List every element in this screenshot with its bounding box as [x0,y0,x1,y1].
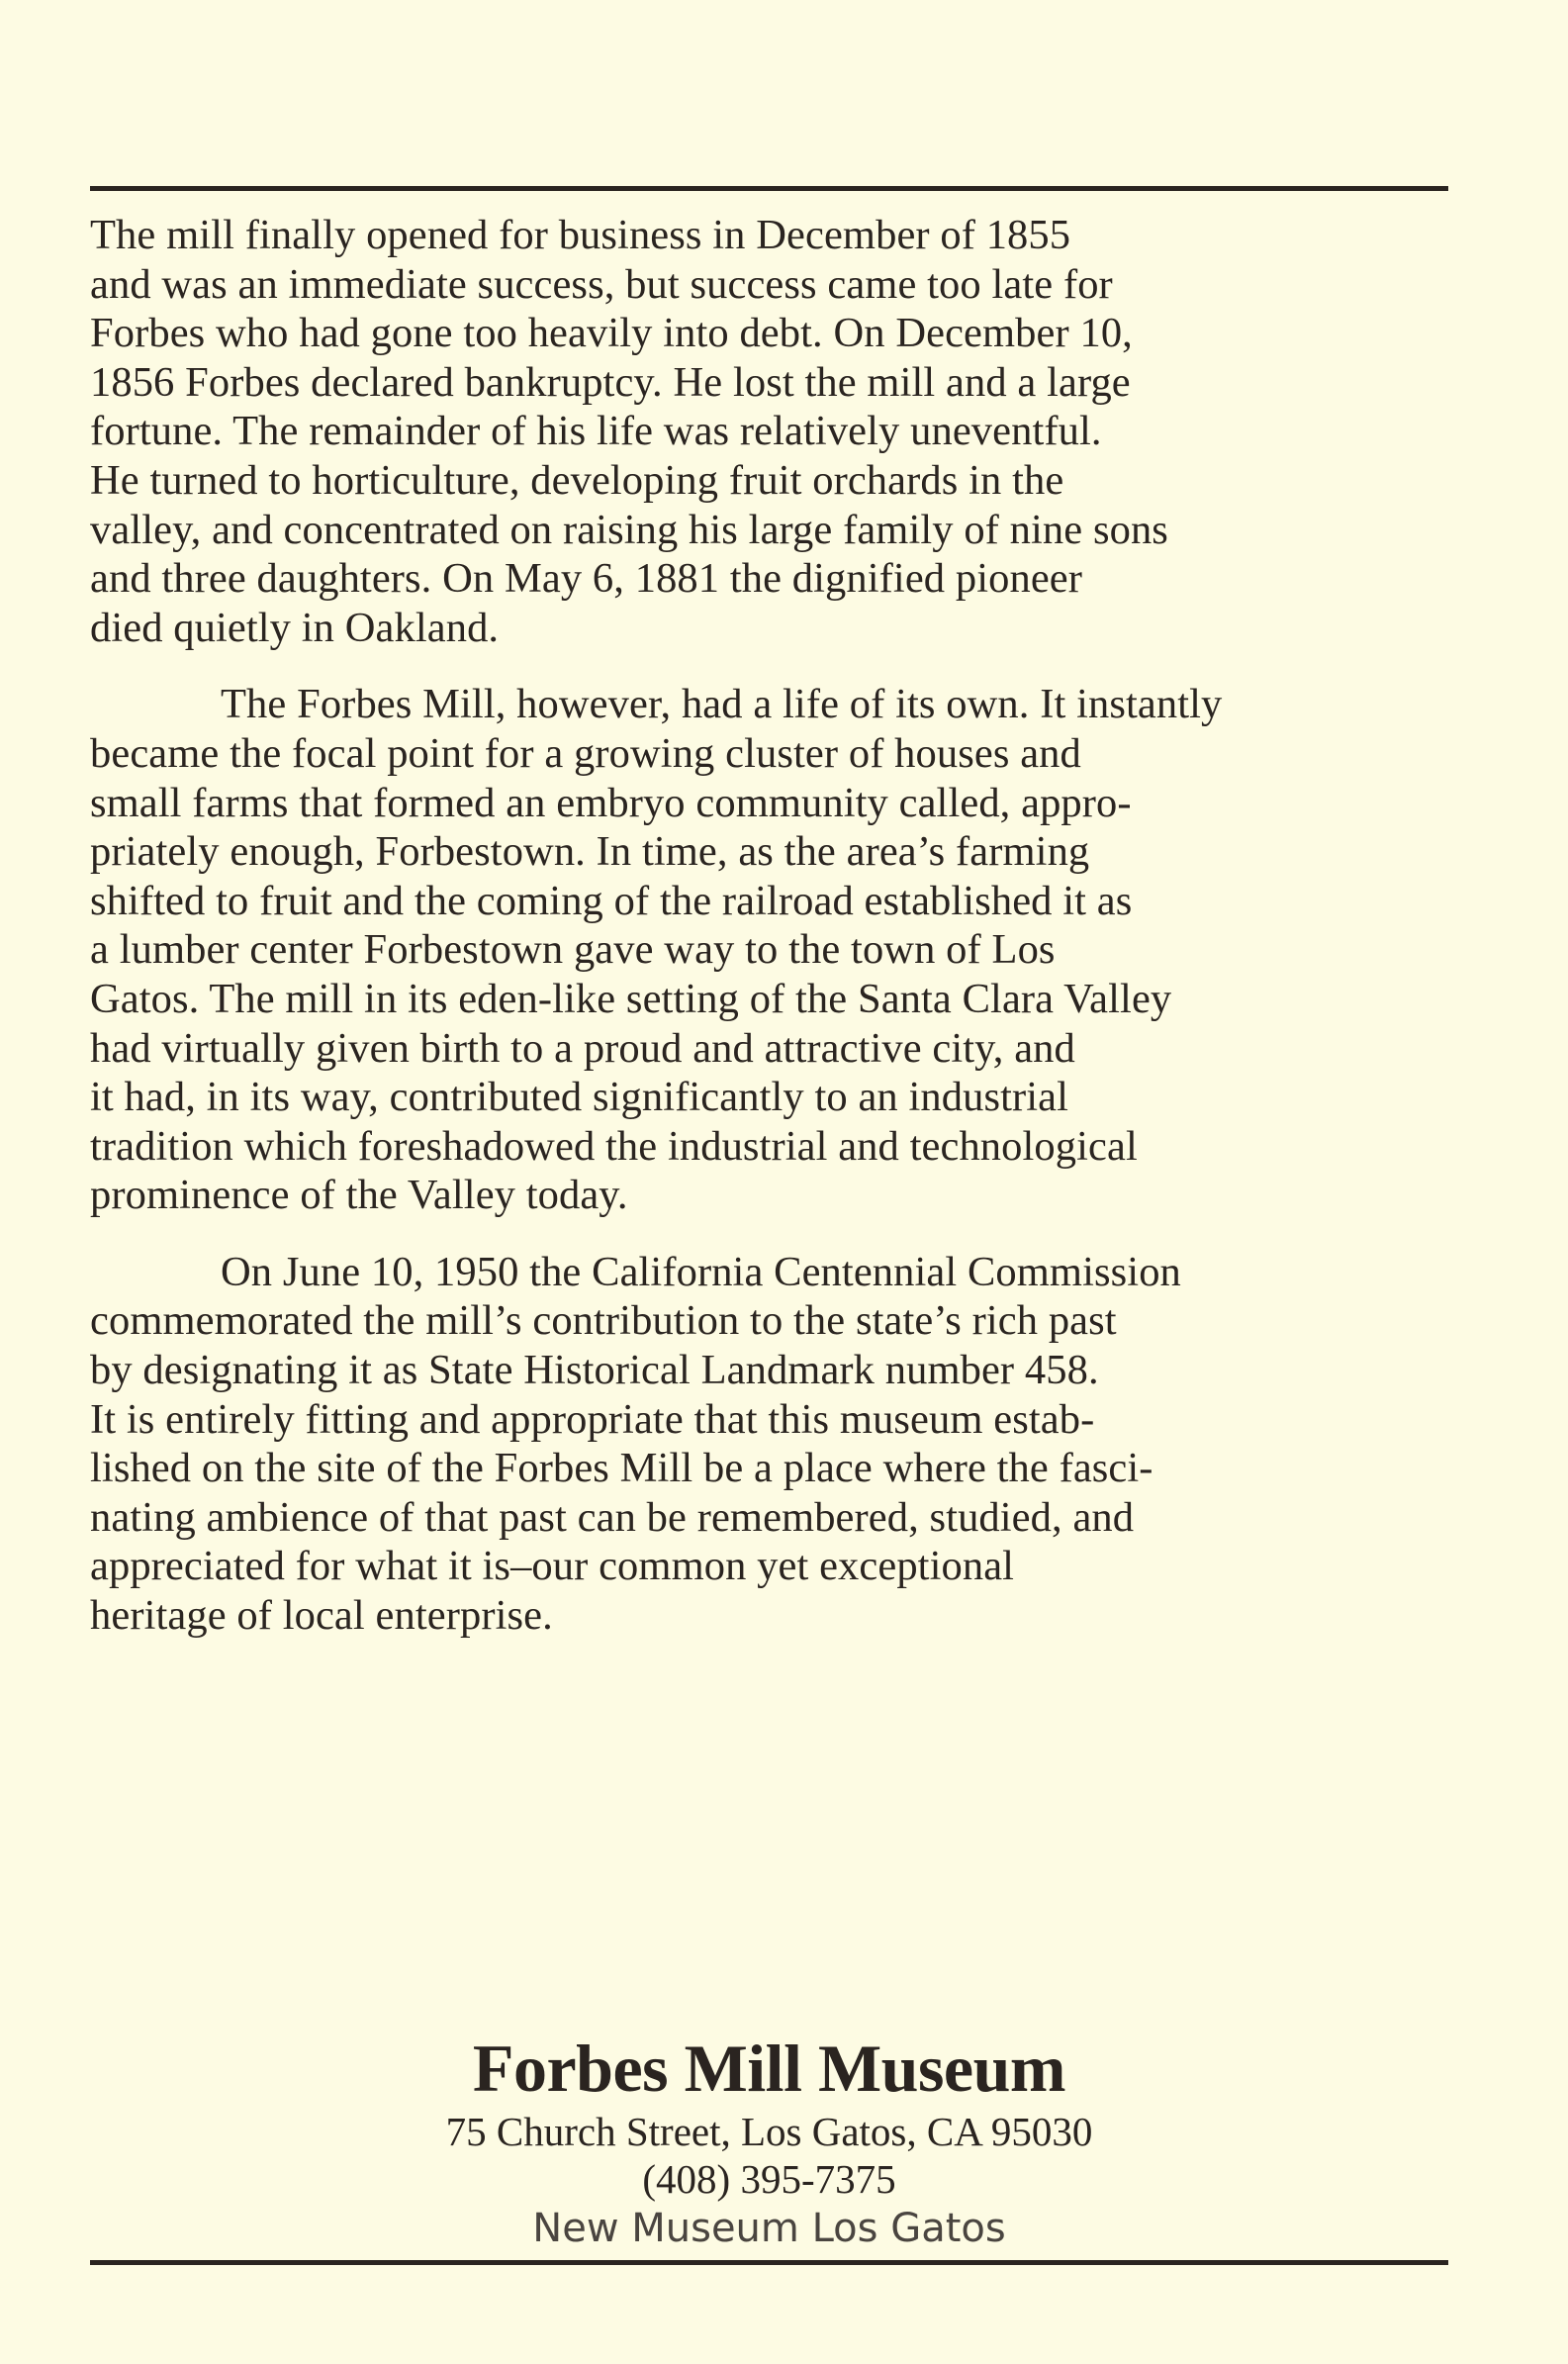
text-line: Gatos. The mill in its eden-like setting of the Santa Clara Valley [90,975,1172,1022]
text-line: died quietly in Oakland. [90,604,500,651]
text-line: The Forbes Mill, however, had a life of its own. It instantly [221,681,1223,728]
paragraph-3 [90,1248,1448,1641]
credit-caption: New Museum Los Gatos [532,2206,1006,2251]
paragraph-1 [90,211,1448,652]
text-line: valley, and concentrated on raising his large family of nine sons [90,506,1168,553]
text-line: On June 10, 1950 the California Centennial Commission [221,1248,1181,1295]
text-line: The mill finally opened for business in December of 1855 [90,212,1071,258]
text-line: had virtually given birth to a proud and attractive city, and [90,1024,1075,1072]
text-line: appreciated for what it is–our common yet exceptional [90,1543,1015,1590]
museum-name: Forbes Mill Museum [472,2031,1066,2106]
text-line: and three daughters. On May 6, 1881 the dignified pioneer [90,555,1082,603]
text-line: by designating it as State Historical Landmark number 458. [90,1347,1099,1394]
museum-address: 75 Church Street, Los Gatos, CA 95030 [445,2109,1093,2154]
text-line: He turned to horticulture, developing fruit orchards in the [90,456,1064,504]
text-line: tradition which foreshadowed the industrial and technological [90,1122,1138,1170]
bottom-rule [90,2260,1448,2265]
text-line: It is entirely fitting and appropriate that this museum estab- [90,1395,1095,1443]
text-line: 1856 Forbes declared bankruptcy. He lost the mill and a large [90,358,1131,406]
museum-phone: (408) 395-7375 [642,2156,896,2202]
text-line: Forbes who had gone too heavily into debt. On December 10, [90,310,1133,357]
text-line: commemorated the mill’s contribution to the state’s rich past [90,1297,1117,1345]
text-line: became the focal point for a growing cluster of houses and [90,729,1081,777]
text-line: priately enough, Forbestown. In time, as the area’s farming [90,828,1090,876]
paragraph-2 [90,680,1448,1220]
text-line: shifted to fruit and the coming of the railroad established it as [90,877,1133,924]
text-line: small farms that formed an embryo community called, appro- [90,779,1132,826]
text-line: heritage of local enterprise. [90,1592,553,1640]
text-line: nating ambience of that past can be remembered, studied, and [90,1493,1135,1541]
text-line: lished on the site of the Forbes Mill be a place where the fasci- [90,1445,1153,1492]
text-line: and was an immediate success, but success came too late for [90,260,1113,308]
text-line: fortune. The remainder of his life was relatively uneventful. [90,408,1102,455]
text-line: it had, in its way, contributed significantly to an industrial [90,1074,1069,1121]
text-line: prominence of the Valley today. [90,1172,628,1219]
text-line: a lumber center Forbestown gave way to the town of Los [90,926,1056,974]
top-rule [90,186,1448,191]
article-body [90,211,1448,1668]
